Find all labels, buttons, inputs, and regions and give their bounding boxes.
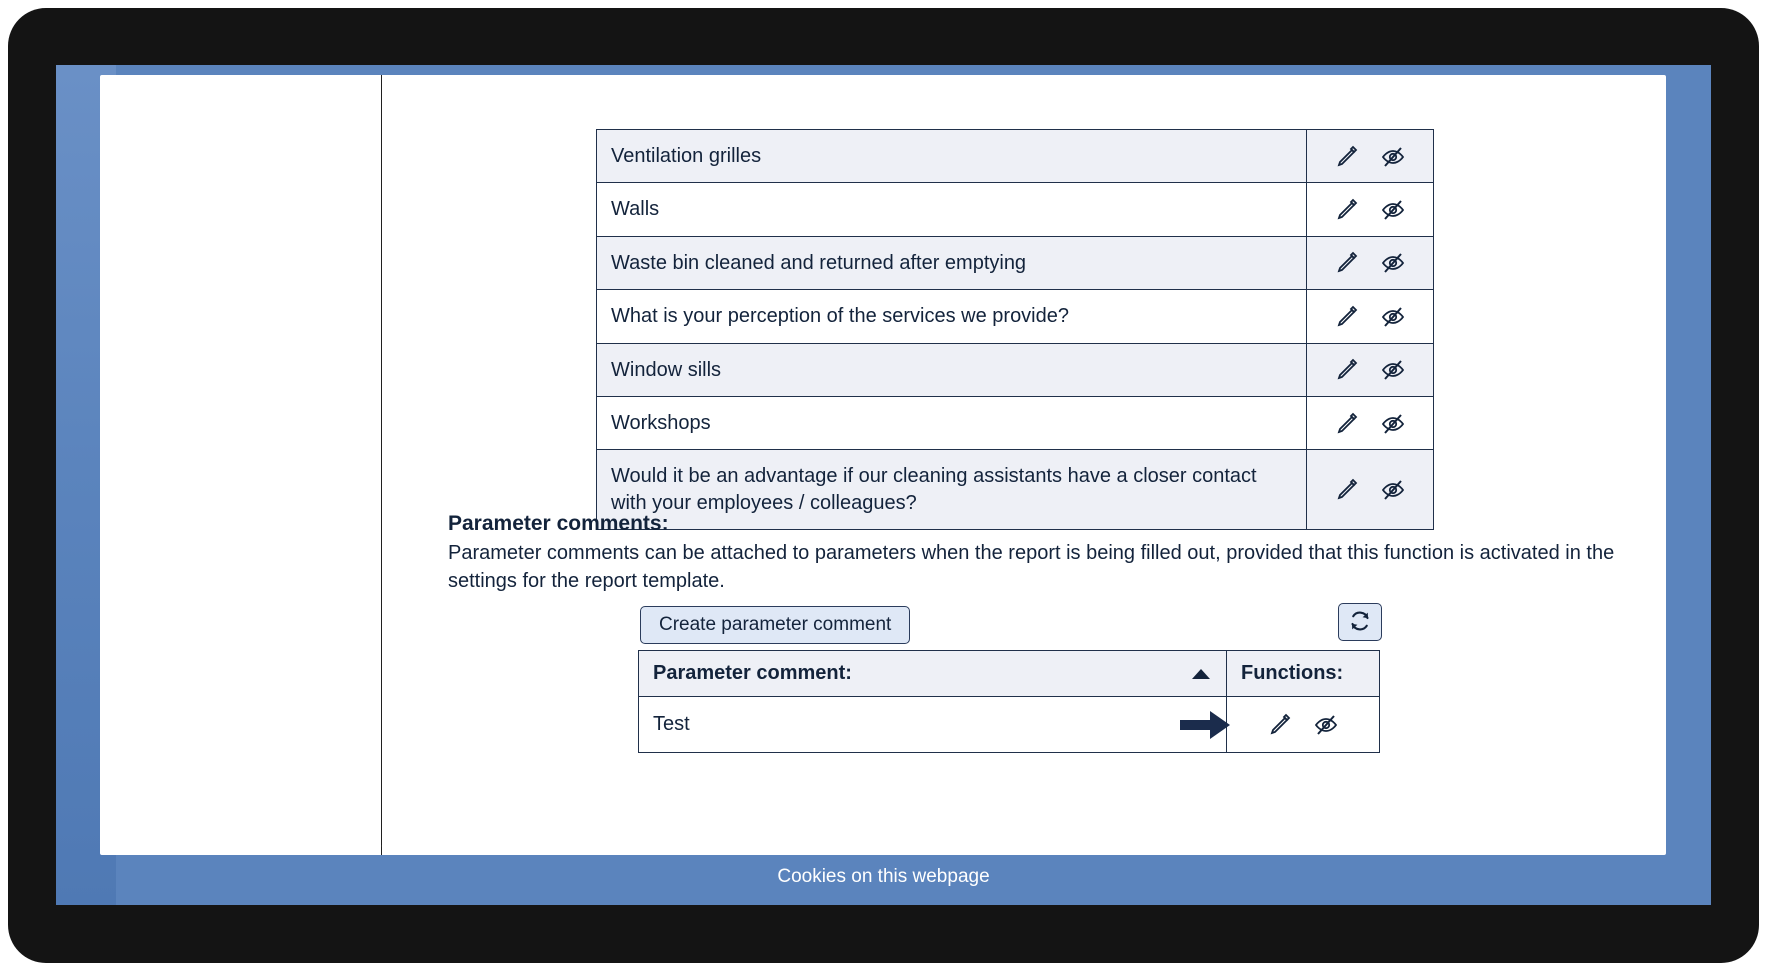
table-row[interactable]: [597, 396, 1434, 449]
parameter-table-body: [597, 130, 1434, 530]
table-header-row: [639, 651, 1380, 697]
page-content: [100, 75, 1666, 855]
create-parameter-comment-button[interactable]: Create parameter comment: [640, 606, 910, 644]
eye-slash-icon[interactable]: [1380, 357, 1406, 383]
content-divider: [381, 75, 382, 855]
cookies-link[interactable]: Cookies on this webpage: [777, 866, 990, 888]
table-row[interactable]: [597, 450, 1434, 530]
page-footer: [56, 832, 1711, 905]
pencil-icon[interactable]: [1267, 712, 1293, 738]
table-row[interactable]: [597, 290, 1434, 343]
parameter-comments-description: Parameter comments can be attached to parameters when the report is being filled out, provided that this function is activated in the settings for the report template.: [448, 542, 1615, 593]
parameter-name: Ventilation grilles: [597, 130, 1307, 183]
column-header-comment[interactable]: [639, 651, 1227, 697]
parameter-name: Workshops: [597, 396, 1307, 449]
footer-copyright: © Copyright 2009-2023 CleanManager ApS - CI no.: DK39230992 - Holkebjergvej 74, 5250 Odense SV - Phone no.: +44 330 818 3119 - E-mail: support@cleanmanager.uk: [161, 834, 1606, 856]
pencil-icon[interactable]: [1334, 197, 1360, 223]
parameter-name: What is your perception of the services we provide?: [597, 290, 1307, 343]
table-row[interactable]: [597, 236, 1434, 289]
parameter-name: Window sills: [597, 343, 1307, 396]
eye-slash-icon[interactable]: [1380, 477, 1406, 503]
parameter-comment-table-body: [639, 697, 1380, 753]
table-row[interactable]: [639, 697, 1380, 753]
column-header-functions: [1227, 651, 1380, 697]
caret-up-icon[interactable]: [1190, 667, 1212, 681]
pencil-icon[interactable]: [1334, 411, 1360, 437]
parameter-name: Waste bin cleaned and returned after emptying: [597, 236, 1307, 289]
parameter-name: Walls: [597, 183, 1307, 236]
comment-name-label: Test: [653, 713, 690, 735]
eye-slash-icon[interactable]: [1380, 250, 1406, 276]
eye-slash-icon[interactable]: [1380, 304, 1406, 330]
refresh-button[interactable]: [1338, 603, 1382, 641]
comment-functions: [1227, 697, 1380, 753]
table-row[interactable]: [597, 130, 1434, 183]
comment-name: [639, 697, 1227, 753]
parameter-functions: [1307, 450, 1434, 530]
parameter-name: Would it be an advantage if our cleaning assistants have a closer contact with your employees / colleagues?: [597, 450, 1307, 530]
pencil-icon[interactable]: [1334, 144, 1360, 170]
parameter-comments-heading: Parameter comments:: [448, 512, 669, 535]
parameter-functions: [1307, 290, 1434, 343]
parameter-table: [596, 129, 1434, 530]
pointer-arrow-icon: [1178, 707, 1234, 743]
device-frame: [8, 8, 1759, 963]
parameter-functions: [1307, 236, 1434, 289]
pencil-icon[interactable]: [1334, 477, 1360, 503]
eye-slash-icon[interactable]: [1380, 144, 1406, 170]
eye-slash-icon[interactable]: [1380, 411, 1406, 437]
eye-slash-icon[interactable]: [1313, 712, 1339, 738]
pencil-icon[interactable]: [1334, 357, 1360, 383]
table-row[interactable]: [597, 343, 1434, 396]
pencil-icon[interactable]: [1334, 304, 1360, 330]
column-header-comment-label: Parameter comment:: [653, 662, 852, 684]
parameter-functions: [1307, 343, 1434, 396]
parameter-comment-table: [638, 650, 1380, 753]
table-row[interactable]: [597, 183, 1434, 236]
eye-slash-icon[interactable]: [1380, 197, 1406, 223]
pencil-icon[interactable]: [1334, 250, 1360, 276]
parameter-comment-table-head: [639, 651, 1380, 697]
browser-screen: [56, 65, 1711, 905]
column-header-functions-label: Functions:: [1241, 662, 1344, 684]
parameter-functions: [1307, 183, 1434, 236]
parameter-functions: [1307, 130, 1434, 183]
parameter-functions: [1307, 396, 1434, 449]
refresh-icon: [1348, 609, 1372, 636]
